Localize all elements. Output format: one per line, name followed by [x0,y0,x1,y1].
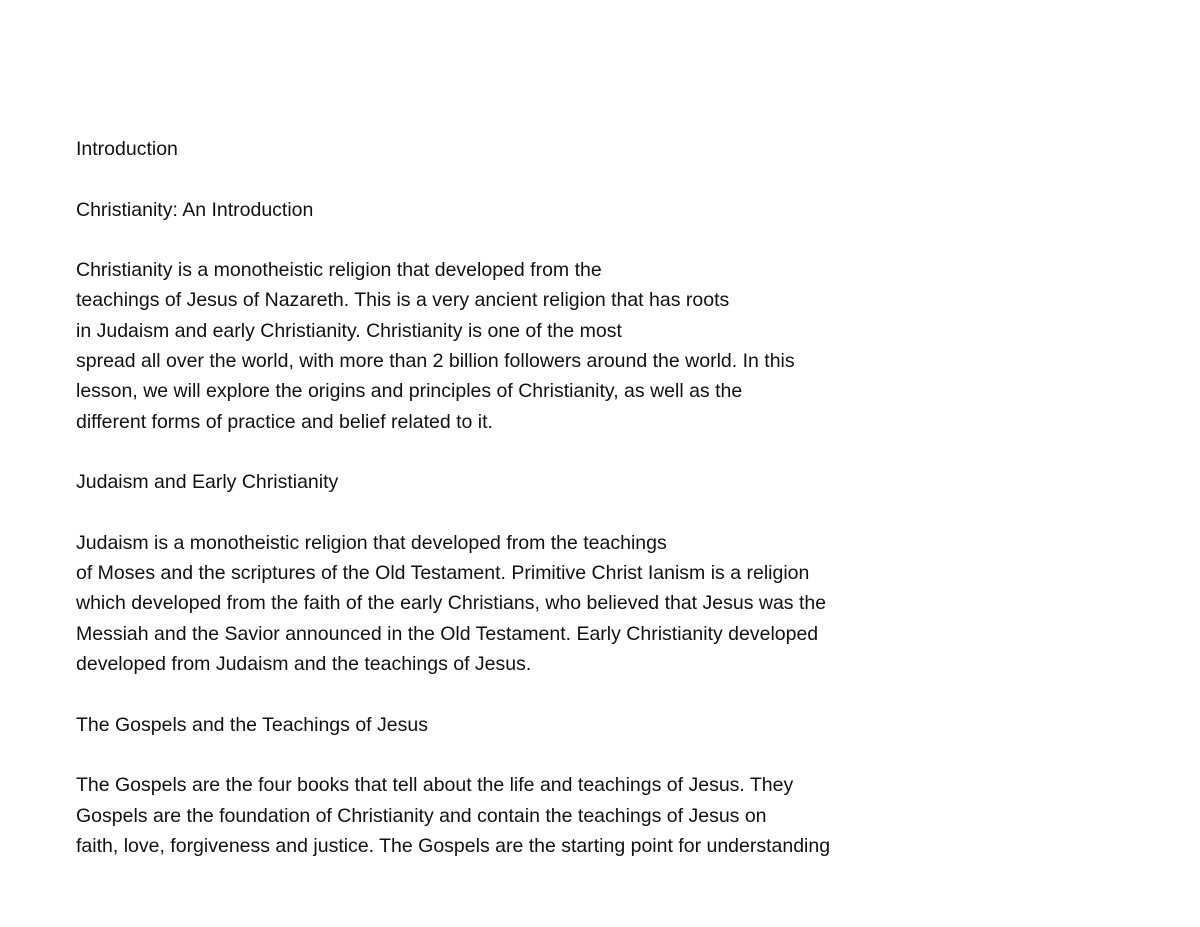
paragraph-line: spread all over the world, with more than 2 billion followers around the world. In this [76,350,795,373]
document-title: Christianity: An Introduction [76,198,314,221]
paragraph-line: lesson, we will explore the origins and principles of Christianity, as well as the [76,380,743,403]
spacer [76,679,1176,709]
paragraph-line: Gospels are the foundation of Christianity and contain the teachings of Jesus on [76,804,767,827]
paragraph-line: The Gospels are the four books that tell about the life and teachings of Jesus. They [76,774,794,797]
intro-heading: Introduction [76,138,178,160]
document-page [76,134,1176,861]
paragraph-line: developed from Judaism and the teachings of Jesus. [76,653,532,676]
section-heading-gospels: The Gospels and the Teachings of Jesus [76,713,428,736]
paragraph-line: teachings of Jesus of Nazareth. This is a very ancient religion that has roots [76,289,730,312]
paragraph-christianity-intro [76,255,1176,437]
paragraph-line: different forms of practice and belief related to it. [76,410,493,433]
paragraph-line: of Moses and the scriptures of the Old Testament. Primitive Christ Ianism is a religion [76,562,810,585]
paragraph-judaism [76,528,1176,679]
spacer [76,225,1176,255]
paragraph-line: which developed from the faith of the early Christians, who believed that Jesus was the [76,592,827,615]
paragraph-line: Messiah and the Savior announced in the Old Testament. Early Christianity developed [76,622,819,645]
spacer [76,740,1176,770]
paragraph-line: faith, love, forgiveness and justice. The Gospels are the starting point for understanding [76,834,831,857]
spacer [76,498,1176,528]
paragraph-gospels [76,770,1176,861]
spacer [76,437,1176,467]
section-heading-judaism: Judaism and Early Christianity [76,471,339,494]
spacer [76,164,1176,194]
paragraph-line: Christianity is a monotheistic religion that developed from the [76,259,602,282]
paragraph-line: in Judaism and early Christianity. Christianity is one of the most [76,319,622,342]
paragraph-line: Judaism is a monotheistic religion that developed from the teachings [76,531,667,554]
